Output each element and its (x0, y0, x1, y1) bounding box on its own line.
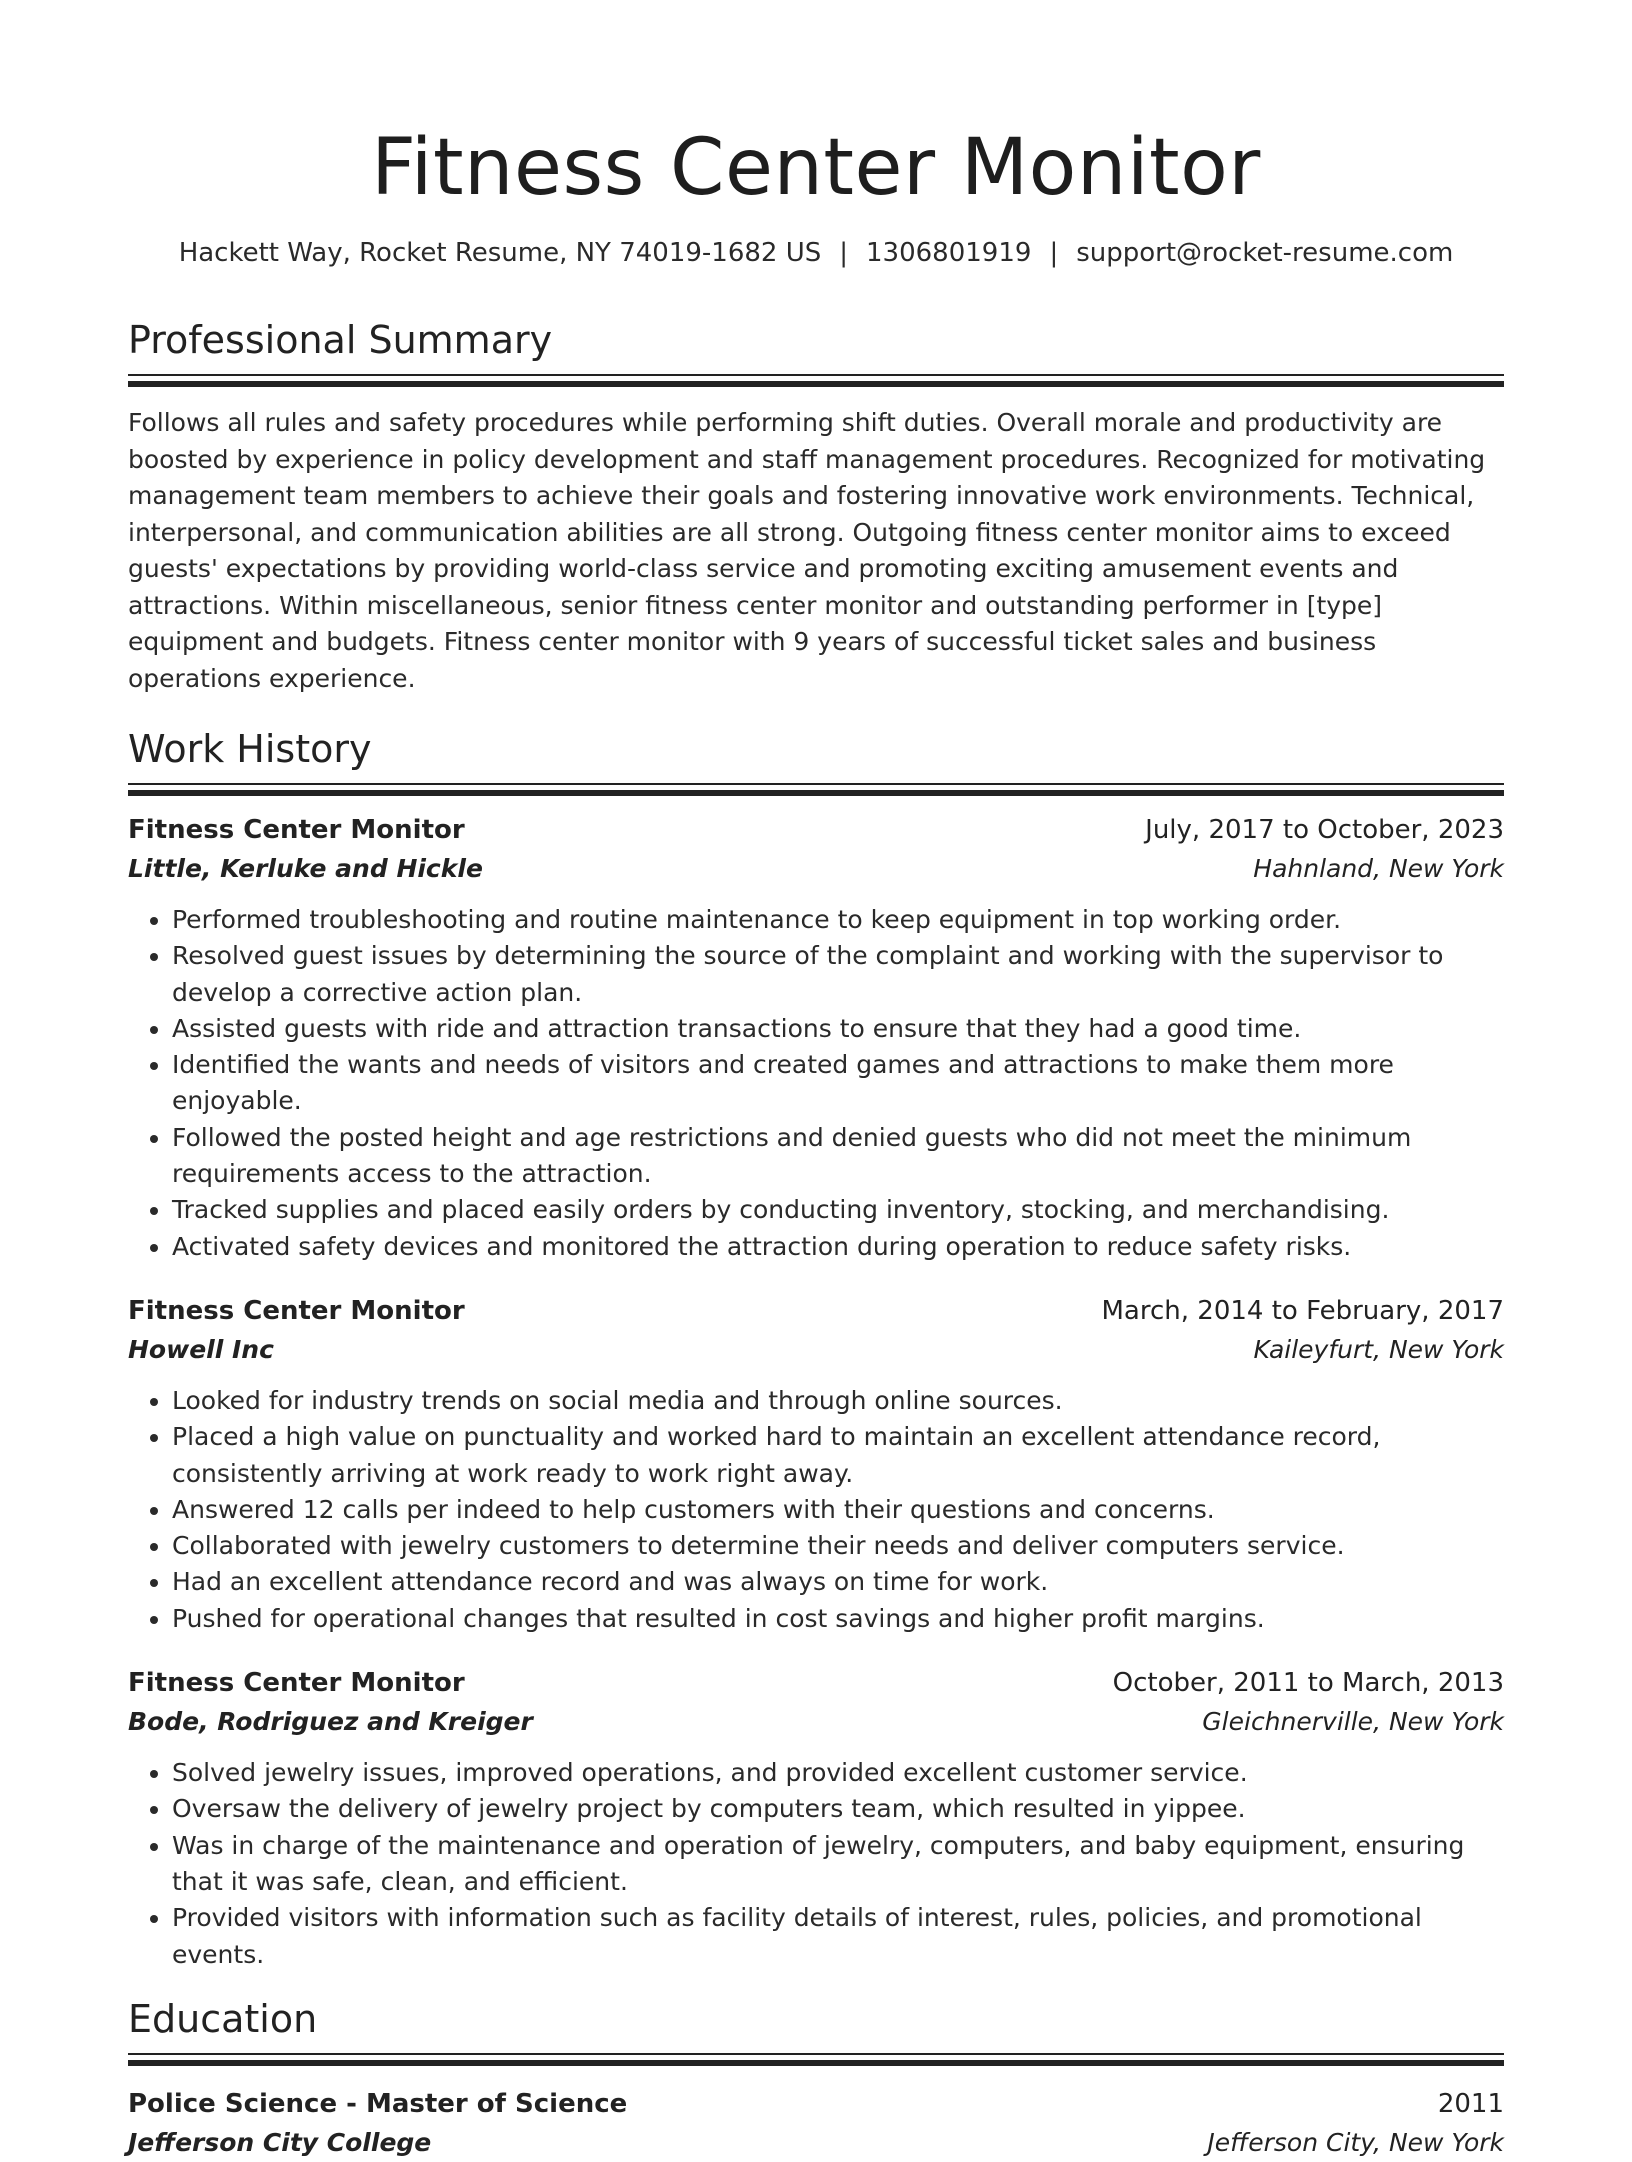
job-location: Hahnland, New York (1253, 854, 1504, 883)
job-bullet: • Pushed for operational changes that resulted in cost savings and higher profit margins. (172, 1601, 1504, 1637)
education-section (128, 1995, 1504, 2162)
job-company: Howell Inc (128, 1334, 274, 1364)
contact-separator: | (1049, 238, 1059, 268)
job-bullet: • Resolved guest issues by determining the source of the complaint and working with the supervisor to develop a corrective action plan. (172, 938, 1504, 1011)
job-bullet: • Provided visitors with information such as facility details of interest, rules, policies, and promotional events. (172, 1900, 1504, 1973)
job-company: Bode, Rodriguez and Kreiger (128, 1707, 533, 1737)
job-company: Little, Kerluke and Hickle (128, 854, 483, 883)
education-school: Jefferson City College (128, 2127, 432, 2157)
job-bullet: • Tracked supplies and placed easily orders by conducting inventory, stocking, and merchandising. (172, 1192, 1504, 1228)
job-title: Fitness Center Monitor (128, 1295, 465, 1326)
job-bullet: • Activated safety devices and monitored the attraction during operation to reduce safety risks. (172, 1229, 1504, 1265)
section-divider (128, 374, 1504, 387)
summary-text: Follows all rules and safety procedures while performing shift duties. Overall morale and productivity are boosted by experience in policy development and staff management procedures. Recognized for motivating management team members to achieve their goals and fostering innovative work environments. Technical, interpersonal, and communication abilities are all strong. Outgoing fitness center monitor aims to exceed guests' expectations by providing world-class service and promoting exciting amusement events and attractions. Within miscellaneous, senior fitness center monitor and outstanding performer in [type] equipment and budgets. Fitness center monitor with 9 years of successful ticket sales and business operations experience. (128, 408, 1486, 693)
job-bullet: • Assisted guests with ride and attraction transactions to ensure that they had a good time. (172, 1011, 1504, 1047)
job-bullet: • Had an excellent attendance record and was always on time for work. (172, 1564, 1504, 1600)
section-title-work: Work History (128, 727, 372, 771)
job-entry (128, 1291, 1504, 1637)
contact-separator: | (839, 238, 849, 268)
job-entry (128, 810, 1504, 1265)
professional-summary-section (128, 316, 1504, 697)
job-location: Kaileyfurt, New York (1253, 1334, 1504, 1364)
job-bullet: • Oversaw the delivery of jewelry project by computers team, which resulted in yippee. (172, 1791, 1504, 1827)
section-title-summary: Professional Summary (128, 318, 553, 362)
job-location: Gleichnerville, New York (1202, 1707, 1504, 1737)
job-bullet: • Performed troubleshooting and routine maintenance to keep equipment in top working order. (172, 902, 1504, 938)
job-bullet: • Answered 12 calls per indeed to help customers with their questions and concerns. (172, 1492, 1504, 1528)
job-bullets (128, 1755, 1504, 1973)
section-divider (128, 2053, 1504, 2066)
contact-line (128, 236, 1504, 270)
education-degree: Police Science - Master of Science (128, 2088, 628, 2119)
contact-address: Hackett Way, Rocket Resume, NY 74019-1682 US (178, 238, 822, 268)
work-history-section (128, 725, 1504, 1973)
job-bullet: • Collaborated with jewelry customers to determine their needs and deliver computers service. (172, 1528, 1504, 1564)
job-entry (128, 1663, 1504, 1973)
job-bullets (128, 902, 1504, 1265)
job-title: Fitness Center Monitor (128, 1668, 465, 1699)
job-bullet: • Solved jewelry issues, improved operations, and provided excellent customer service. (172, 1755, 1504, 1791)
education-entry (128, 2084, 1504, 2162)
contact-email[interactable]: support@rocket-resume.com (1076, 238, 1454, 268)
job-bullets (128, 1383, 1504, 1637)
job-title: Fitness Center Monitor (128, 815, 465, 845)
job-dates: March, 2014 to February, 2017 (1101, 1295, 1504, 1326)
section-title-education: Education (128, 1996, 318, 2041)
job-bullet: • Identified the wants and needs of visitors and created games and attractions to make them more enjoyable. (172, 1047, 1504, 1120)
job-bullet: • Followed the posted height and age restrictions and denied guests who did not meet the minimum requirements access to the attraction. (172, 1120, 1504, 1193)
contact-phone: 1306801919 (866, 238, 1032, 268)
job-dates: October, 2011 to March, 2013 (1112, 1668, 1504, 1699)
section-divider (128, 783, 1504, 796)
resume-name: Fitness Center Monitor (371, 123, 1261, 213)
job-dates: July, 2017 to October, 2023 (1145, 815, 1504, 845)
job-bullet: • Placed a high value on punctuality and worked hard to maintain an excellent attendance record, consistently arriving at work ready to work right away. (172, 1419, 1504, 1492)
job-bullet: • Looked for industry trends on social media and through online sources. (172, 1383, 1504, 1419)
job-bullet: • Was in charge of the maintenance and operation of jewelry, computers, and baby equipment, ensuring that it was safe, clean, and efficient. (172, 1828, 1504, 1901)
education-location: Jefferson City, New York (1207, 2127, 1504, 2157)
education-year: 2011 (1437, 2088, 1504, 2119)
